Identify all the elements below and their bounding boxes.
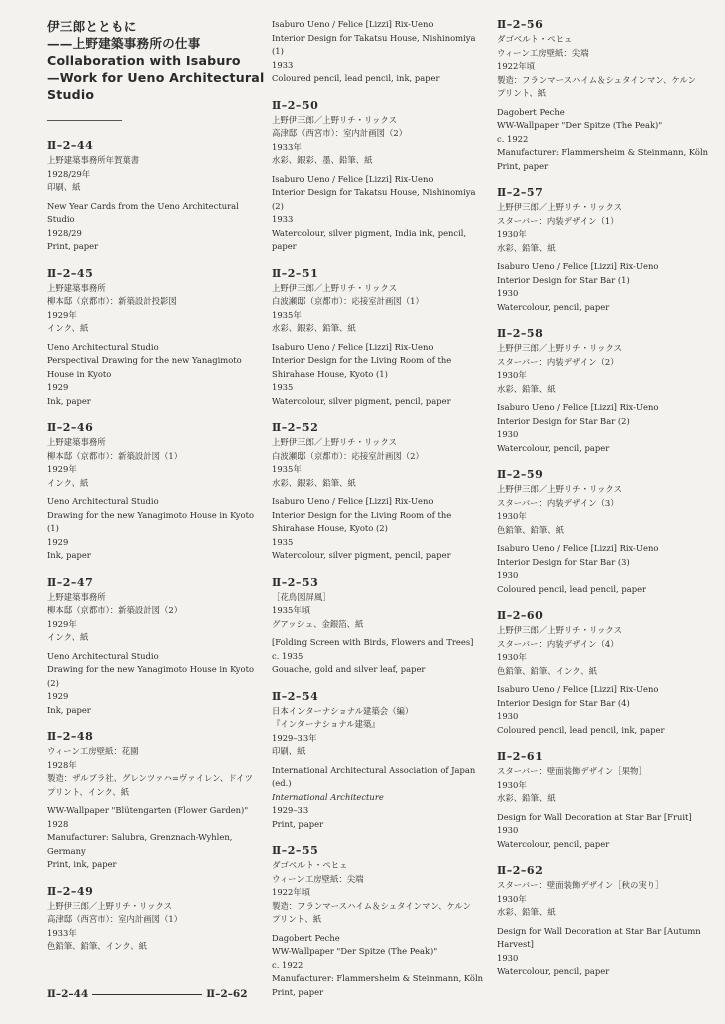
entry-text-en: 1930 [497,288,519,298]
entry-text-en: Ink, paper [47,704,91,715]
entry-text-jp: 1930年 [497,893,527,904]
entry-text-jp: 高津邸（西宮市）：室内計画図（2） [272,128,408,138]
entry-text-jp: 1930年 [497,652,527,662]
catalog-entry [272,267,487,409]
entry-text-jp: 白波瀬邸（京都市）：応接室計画図（2） [272,450,424,461]
entry-text-jp: 色鉛筆、鉛筆、紙 [497,524,564,535]
entry-text-jp: 上野伊三郎／上野リチ・リックス [272,282,398,293]
entry-text-en: 1929–33 [272,805,309,815]
entry-number: Ⅱ–2–58 [497,327,544,340]
entry-text-jp: 柳本邸（京都市）：新築設計投影図 [47,296,177,306]
entry-text-en: Interior Design for Takatsu House, Nishinomiya (1) [272,32,476,56]
entry-text-jp: 上野伊三郎／上野リチ・リックス [497,202,623,212]
entry-text-jp: 製造：フランマースハイム＆シュタインマン、ケルン [272,900,471,911]
catalog-entry [47,421,257,563]
entry-text-jp: ウィーン工房壁紙：尖端 [272,873,364,884]
entry-text-en: Isaburo Ueno / Felice [Lizzi] Rix-Ueno [497,684,659,694]
entry-text-en: WW-Wallpaper "Der Spitze (The Peak)" [497,120,663,130]
entry-text-jp: 1935年 [272,464,302,474]
entry-text-jp: 1928年 [47,759,77,770]
entry-text-en: Manufacturer: Salubra, Grenznach-Wyhlen, Germany [47,832,233,856]
entry-text-jp: 1933年 [272,141,302,152]
entry-number: Ⅱ–2–47 [47,575,94,589]
entry-text-jp: スターバー：壁面装飾デザイン［秋の実り］ [497,880,664,890]
entry-text-en: Isaburo Ueno / Felice [Lizzi] Rix-Ueno [272,496,434,506]
entry-text-en: Watercolour, silver pigment, pencil, paper [272,395,451,406]
entry-text-en: Isaburo Ueno / Felice [Lizzi] Rix-Ueno [497,261,659,271]
entry-text-en: Watercolour, silver pigment, India ink, pencil, paper [272,227,467,251]
section-title-line: ——上野建築事務所の仕事 [47,36,201,51]
entry-text-en: WW-Wallpaper "Blütengarten (Flower Garden)" [47,805,249,815]
entry-number: Ⅱ–2–46 [47,421,94,434]
entry-number: Ⅱ–2–62 [497,864,544,877]
catalog-entry [497,186,712,314]
entry-text-en: Watercolour, pencil, paper [497,442,610,453]
entry-text-jp: 1929–33年 [272,732,317,743]
entry-number: Ⅱ–2–44 [47,139,94,152]
entry-text-en: Watercolour, silver pigment, pencil, paper [272,550,451,560]
entry-text-jp: スターバー：内装デザイン（3） [497,497,619,508]
entry-text-en: Interior Design for Star Bar (4) [497,697,630,708]
entry-text-en: 1930 [497,711,519,721]
section-title-line: —Work for Ueno Architectural [47,70,265,85]
entry-text-jp: 1933年 [47,927,77,938]
entry-text-jp: ダゴベルト・ペヒェ [272,860,348,870]
entry-text-jp: スターバー：内装デザイン（1） [497,215,619,226]
entry-text-en: WW-Wallpaper "Der Spitze (The Peak)" [272,946,438,956]
entry-number: Ⅱ–2–48 [47,730,94,743]
catalog-entry [497,750,712,851]
entry-text-en: 1930 [497,429,519,439]
entry-text-jp: 上野建築事務所 [47,437,106,447]
entry-text-jp: 水彩、銀彩、鉛筆、紙 [272,323,356,333]
catalog-entry [497,864,712,979]
entry-text-en: 1933 [272,59,294,70]
entry-text-jp: 水彩、鉛筆、紙 [497,907,556,917]
entry-list [47,139,257,954]
section-title [47,18,265,103]
entry-number: Ⅱ–2–55 [272,844,319,857]
entry-text-en: Isaburo Ueno / Felice [Lizzi] Rix-Ueno [272,341,434,352]
entry-text-jp: インク、紙 [47,477,89,488]
entry-text-jp: 水彩、銀彩、鉛筆、紙 [272,477,356,488]
catalog-entry [47,267,257,409]
entry-number: Ⅱ–2–61 [497,750,544,763]
entry-text-en: 1928 [47,818,69,829]
entry-text-en: Coloured pencil, lead pencil, ink, paper [497,724,665,735]
catalog-entry [47,576,257,718]
entry-number: Ⅱ–2–49 [47,884,94,898]
entry-text-en: Design for Wall Decoration at Star Bar [Fruit] [497,811,692,822]
entry-text-jp: 上野伊三郎／上野リチ・リックス [47,900,173,911]
entry-number: Ⅱ–2–57 [497,186,544,199]
entry-text-jp: 1935年 [272,309,302,320]
entry-text-en: Watercolour, pencil, paper [497,301,610,312]
entry-text-en: 1929 [47,691,69,701]
entry-list [272,99,487,1000]
entry-text-jp: 1930年 [497,511,527,521]
entry-number: Ⅱ–2–60 [497,609,544,622]
entry-text-jp: 白波瀬邸（京都市）：応接室計画図（1） [272,296,424,306]
entry-text-en: 1930 [497,825,519,835]
entry-text-jp: 上野伊三郎／上野リチ・リックス [497,484,623,494]
footer-range-end: Ⅱ–2–62 [206,988,248,1000]
entry-text-en: 1935 [272,536,294,547]
entry-text-en: Print, paper [497,160,549,171]
entry-text-en: Isaburo Ueno / Felice [Lizzi] Rix-Ueno [272,173,434,184]
entry-number: Ⅱ–2–54 [272,689,319,703]
entry-text-jp: 上野伊三郎／上野リチ・リックス [272,437,398,447]
entry-text-jp: 柳本邸（京都市）：新築設計図（1） [47,450,183,461]
entry-text-en: Perspectival Drawing for the new Yanagimoto House in Kyoto [47,355,242,379]
entry-text-en: Print, paper [272,818,324,829]
entry-text-jp: 『インターナショナル建築』 [272,719,380,729]
entry-number: Ⅱ–2–59 [497,468,544,481]
entry-text-en: New Year Cards from the Ueno Architectural Studio [47,200,239,224]
entry-text-en: Drawing for the new Yanagimoto House in Kyoto (1) [47,509,254,533]
section-title-line: Studio [47,87,95,102]
entry-text-jp: インク、紙 [47,323,89,333]
catalog-entry [497,327,712,455]
entry-text-jp: 1922年頃 [272,887,311,897]
entry-number: Ⅱ–2–52 [272,421,319,434]
entry-text-en: 1930 [497,952,519,963]
entry-text-jp: 上野建築事務所 [47,591,106,602]
entry-text-en: c. 1922 [497,133,529,144]
entry-text-en: Print, ink, paper [47,859,117,869]
entry-text-jp: ［花鳥図屏風］ [272,591,331,602]
column-3 [497,18,712,992]
entry-text-en: International Architectural Association of Japan (ed.) [272,764,476,788]
entry-text-jp: 1929年 [47,618,77,629]
entry-list [497,18,712,979]
entry-text-jp: 1930年 [497,229,527,239]
entry-text-en: Interior Design for Star Bar (1) [497,274,630,285]
entry-text-en: Gouache, gold and silver leaf, paper [272,664,426,674]
catalog-entry [47,139,257,254]
entry-text-en: Watercolour, pencil, paper [497,838,610,849]
entry-text-jp: 水彩、鉛筆、紙 [497,383,556,394]
title-divider [47,120,122,121]
entry-text-en: Print, paper [47,241,99,251]
entry-text-en: Interior Design for Star Bar (2) [497,415,630,426]
entry-number: Ⅱ–2–56 [497,18,544,31]
catalog-entry [47,885,257,954]
catalog-entry [497,609,712,737]
entry-text-jp: 上野建築事務所年賀葉書 [47,155,140,165]
catalog-entry [272,99,487,254]
entry-text-jp: 1935年頃 [272,605,311,615]
entry-text-en: Coloured pencil, lead pencil, ink, paper [272,73,440,83]
footer-range-start: Ⅱ–2–44 [47,988,89,1000]
entry-number: Ⅱ–2–50 [272,98,319,112]
column-2 [272,18,487,1012]
entry-text-en: Isaburo Ueno / Felice [Lizzi] Rix-Ueno [497,543,659,553]
entry-text-jp: 印刷、紙 [272,746,306,756]
entry-text-jp: グアッシュ、金銀箔、紙 [272,618,364,629]
entry-text-jp: 水彩、鉛筆、紙 [497,793,556,803]
entry-text-en: Isaburo Ueno / Felice [Lizzi] Rix-Ueno [497,402,659,412]
entry-text-en: Interior Design for the Living Room of the Shirahase House, Kyoto (2) [272,509,452,533]
entry-text-jp: 1928/29年 [47,168,91,179]
entry-text-jp: ウィーン工房壁紙：尖端 [497,47,589,58]
entry-text-en: 1935 [272,382,294,392]
entry-text-en: 1929 [47,382,69,392]
entry-text-en: Watercolour, pencil, paper [497,966,610,976]
entry-text-jp: 1929年 [47,464,77,474]
column-1 [47,18,265,967]
continued-entry [272,18,487,86]
entry-text-en: c. 1935 [272,650,304,661]
entry-text-jp: 水彩、鉛筆、紙 [497,242,556,253]
catalog-entry [497,18,712,173]
entry-text-en: Ink, paper [47,395,91,406]
entry-text-en: 1929 [47,536,69,547]
entry-text-jp: 製造：フランマースハイム＆シュタインマン、ケルン [497,74,696,85]
entry-text-en: Coloured pencil, lead pencil, paper [497,583,647,594]
catalog-entry [47,730,257,872]
entry-text-en: Interior Design for Star Bar (3) [497,556,630,567]
entry-text-en: c. 1922 [272,959,304,970]
entry-text-jp: 水彩、銀彩、墨、鉛筆、紙 [272,155,373,165]
entry-text-jp: ダゴベルト・ペヒェ [497,34,573,44]
entry-text-en: Ueno Architectural Studio [47,341,159,352]
entry-text-jp: 上野伊三郎／上野リチ・リックス [497,625,623,635]
entry-text-jp: 製造：ザルブラ社、グレンツァハ=ヴァイレン、ドイツ [47,773,253,783]
entry-text-en: International Architecture [272,791,384,802]
entry-text-jp: 色鉛筆、鉛筆、インク、紙 [47,941,147,951]
entry-text-jp: スターバー：壁面装飾デザイン［果物］ [497,766,647,776]
section-title-line: 伊三郎とともに [47,19,137,34]
entry-text-en: Print, paper [272,986,324,997]
entry-text-jp: 1930年 [497,779,527,790]
entry-text-en: Ink, paper [47,550,91,560]
entry-text-en: Ueno Architectural Studio [47,496,159,506]
entry-text-jp: プリント、紙 [272,914,322,924]
entry-number: Ⅱ–2–51 [272,266,319,280]
entry-text-en: [Folding Screen with Birds, Flowers and Trees] [272,637,474,647]
entry-text-en: 1933 [272,214,294,224]
catalog-entry [272,421,487,563]
page-footer [47,987,248,1001]
entry-text-jp: 上野建築事務所 [47,282,106,293]
entry-text-jp: ウィーン工房壁紙：花園 [47,746,139,756]
catalog-entry [272,690,487,832]
catalog-entry [272,576,487,677]
entry-text-en: Interior Design for Takatsu House, Nishinomiya (2) [272,187,476,211]
entry-text-jp: スターバー：内装デザイン（2） [497,356,619,367]
entry-text-en: 1930 [497,570,519,580]
entry-number: Ⅱ–2–45 [47,266,94,280]
catalog-entry [272,844,487,999]
footer-dash [92,994,202,995]
entry-text-jp: 上野伊三郎／上野リチ・リックス [497,343,623,353]
entry-text-en: Ueno Architectural Studio [47,650,159,661]
entry-text-jp: 日本インターナショナル建築会（編） [272,705,414,716]
entry-text-jp: スターバー：内装デザイン（4） [497,638,619,649]
entry-text-en: Interior Design for the Living Room of the Shirahase House, Kyoto (1) [272,355,452,379]
entry-text-en: Isaburo Ueno / Felice [Lizzi] Rix-Ueno [272,19,434,29]
entry-text-jp: プリント、インク、紙 [47,786,130,797]
entry-text-jp: 1929年 [47,309,77,320]
entry-text-en: Design for Wall Decoration at Star Bar [Autumn Harvest] [497,925,701,949]
entry-text-en: Dagobert Peche [272,932,340,943]
entry-text-en: Dagobert Peche [497,106,565,117]
entry-text-jp: 高津邸（西宮市）：室内計画図（1） [47,914,183,924]
catalog-entry [497,468,712,596]
entry-text-jp: 色鉛筆、鉛筆、インク、紙 [497,665,597,676]
entry-text-jp: 柳本邸（京都市）：新築設計図（2） [47,605,183,615]
entry-text-en: Manufacturer: Flammersheim & Steinmann, Köln [497,147,709,157]
entry-text-jp: 1922年頃 [497,61,536,71]
entry-text-jp: 印刷、紙 [47,182,81,192]
entry-text-jp: プリント、紙 [497,88,547,98]
entry-text-jp: インク、紙 [47,632,89,642]
entry-text-en: Drawing for the new Yanagimoto House in Kyoto (2) [47,664,254,688]
entry-text-jp: 上野伊三郎／上野リチ・リックス [272,114,398,125]
entry-text-en: 1928/29 [47,227,82,238]
entry-number: Ⅱ–2–53 [272,575,319,589]
entry-text-en: Manufacturer: Flammersheim & Steinmann, Köln [272,973,484,983]
section-title-line: Collaboration with Isaburo [47,53,241,68]
entry-text-jp: 1930年 [497,370,527,380]
